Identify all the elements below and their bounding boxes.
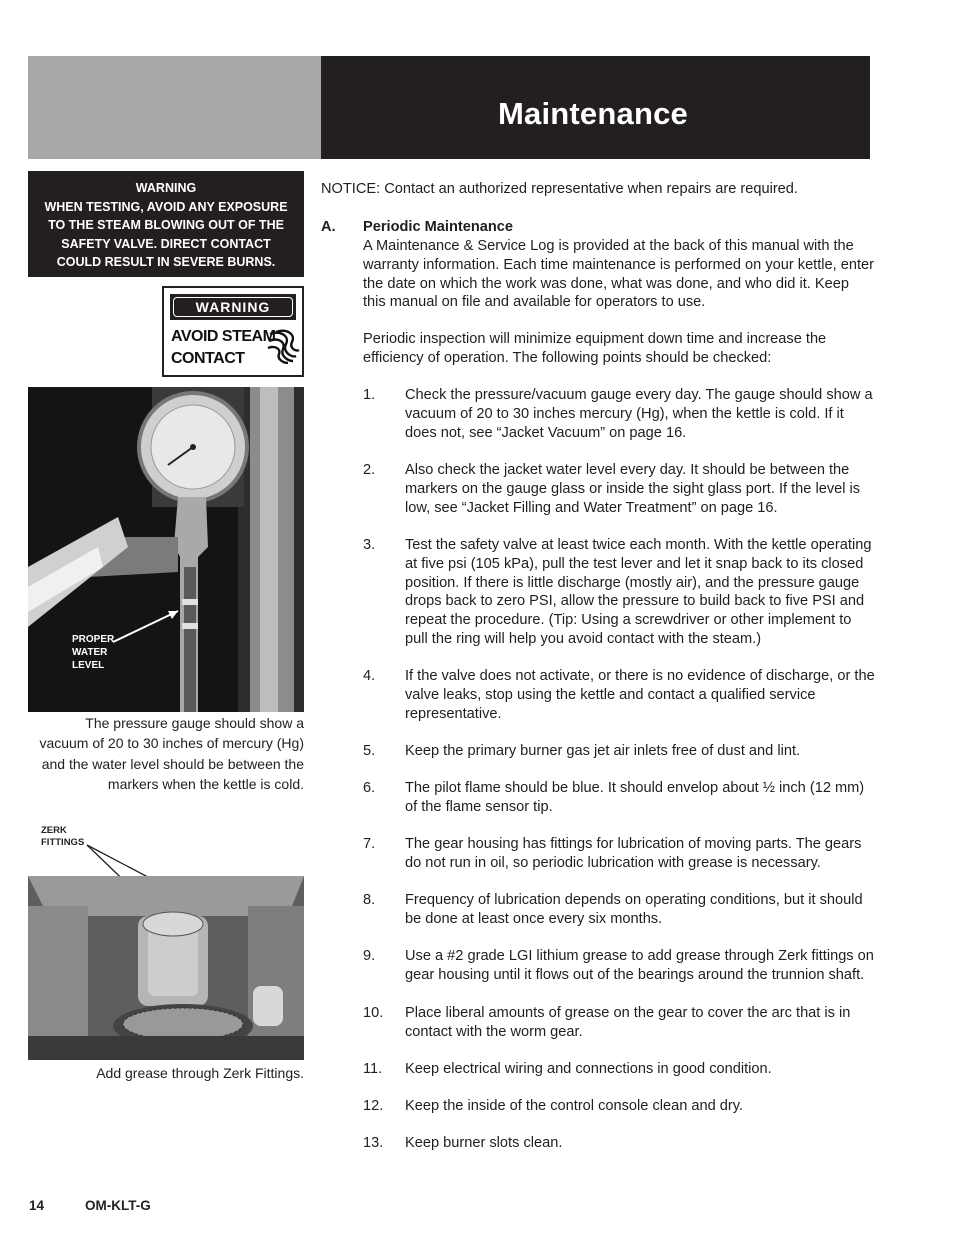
item-text: Keep the primary burner gas jet air inlets free of dust and lint. xyxy=(405,743,801,759)
item-number: 2. xyxy=(363,462,376,478)
warning-line: WARNING xyxy=(135,181,197,195)
item-text: Keep burner slots clean. xyxy=(405,1135,563,1151)
item-number: 7. xyxy=(363,836,376,852)
section-title: Periodic Maintenance xyxy=(363,219,514,235)
gauge-caption xyxy=(28,713,304,795)
item-number: 9. xyxy=(363,948,376,964)
item-number: 12. xyxy=(363,1098,384,1114)
sign-banner xyxy=(170,294,296,320)
zerk-caption: Add grease through Zerk Fittings. xyxy=(96,1065,304,1081)
label-line: ZERK xyxy=(41,825,67,836)
document-code: OM-KLT-G xyxy=(85,1198,151,1213)
item-text: Place liberal amounts of grease on the gear to cover the arc that is in contact with the worm gear. xyxy=(405,1005,851,1040)
item-text: Also check the jacket water level every day. It should be between the markers on the gauge glass or inside the sight glass port. If the level is low, see “Jacket Filling and Water Treatment” on page 16. xyxy=(405,462,861,516)
label-line: FITTINGS xyxy=(41,837,85,848)
item-text: Use a #2 grade LGI lithium grease to add grease through Zerk fittings on gear housing until it flows out of the bearings around the trunnion shaft. xyxy=(405,948,874,983)
caption-line: and the water level should be between the xyxy=(41,755,304,772)
item-text: Test the safety valve at least twice each month. With the kettle operating at five psi (105 kPa), pull the test lever and let it snap back to its closed position. If there is little discharge (mostly air), and the pressure gauge drops back to zero PSI, allow the pressure to build back to five PSI and repeat the procedure. (Tip: Using a screwdriver or other implement to pull the ring will help you avoid contact with the steam.) xyxy=(405,537,872,647)
gear-illustration xyxy=(28,876,304,1060)
caption-line: vacuum of 20 to 30 inches of mercury (Hg) xyxy=(39,735,304,752)
caption-line: markers when the kettle is cold. xyxy=(107,776,304,793)
item-number: 6. xyxy=(363,780,376,796)
intro-paragraph: A Maintenance & Service Log is provided at the back of this manual with the warranty information. Each time maintenance is performed on your kettle, enter the date on which the work was done, what was done, and who did it. Keep this manual on file and available for operators to use. xyxy=(363,238,875,311)
water-level-label xyxy=(72,633,114,672)
steam-icon xyxy=(266,328,300,364)
item-text: Keep electrical wiring and connections in good condition. xyxy=(405,1061,772,1077)
page-title: Maintenance xyxy=(498,96,688,131)
section-letter: A. xyxy=(321,219,336,235)
label-line: WATER xyxy=(72,647,108,658)
item-number: 8. xyxy=(363,892,376,908)
item-number: 3. xyxy=(363,537,376,553)
label-line: LEVEL xyxy=(72,660,105,671)
item-text: The pilot flame should be blue. It should envelop about ½ inch (12 mm) of the flame sensor tip. xyxy=(405,780,865,815)
item-text: Frequency of lubrication depends on operating conditions, but it should be done at least once every six months. xyxy=(405,892,863,927)
header-gray-block xyxy=(28,56,321,159)
warning-line: COULD RESULT IN SEVERE BURNS. xyxy=(56,255,276,270)
warning-line: WHEN TESTING, AVOID ANY EXPOSURE xyxy=(44,199,288,214)
warning-line: SAFETY VALVE. DIRECT CONTACT xyxy=(61,236,271,251)
item-text: Keep the inside of the control console clean and dry. xyxy=(405,1098,744,1114)
item-number: 5. xyxy=(363,743,376,759)
header-dark-block xyxy=(321,56,870,159)
label-line: PROPER xyxy=(72,634,115,645)
notice-text: NOTICE: Contact an authorized representative when repairs are required. xyxy=(321,181,798,197)
gear-housing-photo xyxy=(28,876,304,1060)
item-number: 1. xyxy=(363,387,376,403)
item-text: If the valve does not activate, or there is no evidence of discharge, or the valve leaks, stop using the kettle and contact a qualified service representative. xyxy=(405,668,875,722)
sign-line-1: AVOID STEAM xyxy=(171,328,276,345)
warning-line: TO THE STEAM BLOWING OUT OF THE xyxy=(48,218,284,233)
avoid-steam-sign xyxy=(162,286,304,377)
item-number: 4. xyxy=(363,668,376,684)
pressure-gauge-photo xyxy=(28,387,304,712)
inspection-paragraph: Periodic inspection will minimize equipment down time and increase the efficiency of operation. The following points should be checked: xyxy=(363,331,827,366)
sign-text xyxy=(171,326,275,370)
warning-box xyxy=(28,171,304,277)
zerk-fittings-label xyxy=(41,825,84,849)
sign-line-2: CONTACT xyxy=(171,350,245,367)
sign-banner-text: WARNING xyxy=(173,297,293,317)
caption-line: The pressure gauge should show a xyxy=(85,715,304,731)
item-number: 10. xyxy=(363,1005,384,1021)
item-text: Check the pressure/vacuum gauge every day. The gauge should show a vacuum of 20 to 30 inches mercury (Hg), when the kettle is cold. If it does not, see “Jacket Vacuum” on page 16. xyxy=(405,387,873,441)
item-number: 11. xyxy=(363,1061,383,1077)
page-number: 14 xyxy=(29,1198,45,1213)
gauge-illustration xyxy=(28,387,304,712)
item-number: 13. xyxy=(363,1135,384,1151)
item-text: The gear housing has fittings for lubrication of moving parts. The gears do not run in oil, so periodic lubrication with grease is necessary. xyxy=(405,836,862,871)
